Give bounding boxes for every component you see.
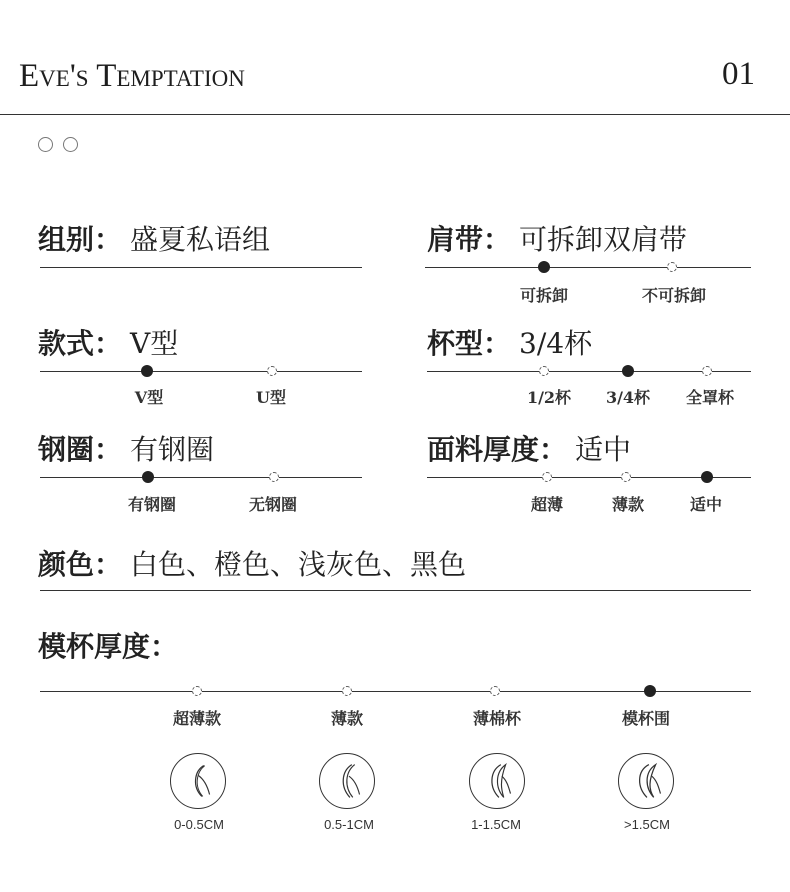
wire-scale [40,477,362,478]
fabric-option-label: 薄款 [611,495,645,514]
cup-option-mark [539,366,549,376]
wire-value: 有钢圈 [130,433,215,466]
fabric-label: 面料厚度： [427,433,568,466]
wire-option-label: 有钢圈 [127,495,177,514]
fabric-option-label: 超薄 [530,495,564,514]
group-value: 盛夏私语组 [130,223,271,256]
fabric-value: 适中 [575,433,632,466]
cup-profile-slim-icon [319,753,375,809]
cup-label: 杯型： [427,327,512,360]
style-option-label: V型 [134,388,164,407]
cup-profile-thin-icon [170,753,226,809]
mold-measure-label: >1.5CM [624,817,670,832]
colors-row [38,543,466,583]
mold-measure-label: 0-0.5CM [174,817,224,832]
mold-option-mark [342,686,352,696]
decor-circle-icon [63,137,78,152]
strap-scale [425,267,751,268]
brand-logo: Eve's Temptation [19,58,245,94]
strap-option-label: 不可拆卸 [641,286,707,305]
wire-option-mark [142,471,154,483]
colors-label: 颜色： [38,548,123,581]
mold-option-label: 超薄款 [172,709,222,728]
strap-row [427,218,687,258]
wire-row [38,428,214,468]
fabric-option-mark [701,471,713,483]
mold-measure-label: 1-1.5CM [471,817,521,832]
style-option-mark [267,366,277,376]
cup-option-label: 全罩杯 [685,388,735,407]
style-label: 款式： [38,327,123,360]
decor-circle-icon [38,137,53,152]
wire-option-mark [269,472,279,482]
cup-option-label: 3/4杯 [605,388,651,407]
mold-option-mark [192,686,202,696]
mold-option-mark [644,685,656,697]
fabric-option-mark [542,472,552,482]
wire-label: 钢圈： [38,433,123,466]
mold-measure-label: 0.5-1CM [324,817,374,832]
cup-option-mark [702,366,712,376]
colors-value: 白色、橙色、浅灰色、黑色 [130,548,467,581]
fabric-row [427,428,631,468]
style-value: V型 [130,327,179,360]
strap-option-mark [667,262,677,272]
group-row [38,218,270,258]
strap-option-mark [538,261,550,273]
mold-option-mark [490,686,500,696]
cup-option-label: 1/2杯 [526,388,572,407]
page-number: 01 [722,56,755,92]
strap-value: 可拆卸双肩带 [519,223,688,256]
style-row [38,322,178,362]
fabric-option-mark [621,472,631,482]
wire-option-label: 无钢圈 [248,495,298,514]
cup-profile-molded-icon [618,753,674,809]
mold-row [38,625,178,665]
cup-value: 3/4杯 [519,327,593,360]
strap-option-label: 可拆卸 [519,286,569,305]
cup-option-mark [622,365,634,377]
group-label: 组别： [38,223,123,256]
mold-option-label: 模杯围 [621,709,671,728]
cup-row [427,322,592,362]
strap-label: 肩带： [427,223,512,256]
style-option-mark [141,365,153,377]
fabric-option-label: 适中 [689,495,723,514]
mold-option-label: 薄款 [330,709,364,728]
mold-option-label: 薄棉杯 [472,709,522,728]
mold-label: 模杯厚度： [38,630,179,663]
header-divider [0,114,790,115]
colors-line [40,590,751,591]
style-scale [40,371,362,372]
style-option-label: U型 [256,388,286,407]
group-line [40,267,362,268]
cup-profile-padded-icon [469,753,525,809]
